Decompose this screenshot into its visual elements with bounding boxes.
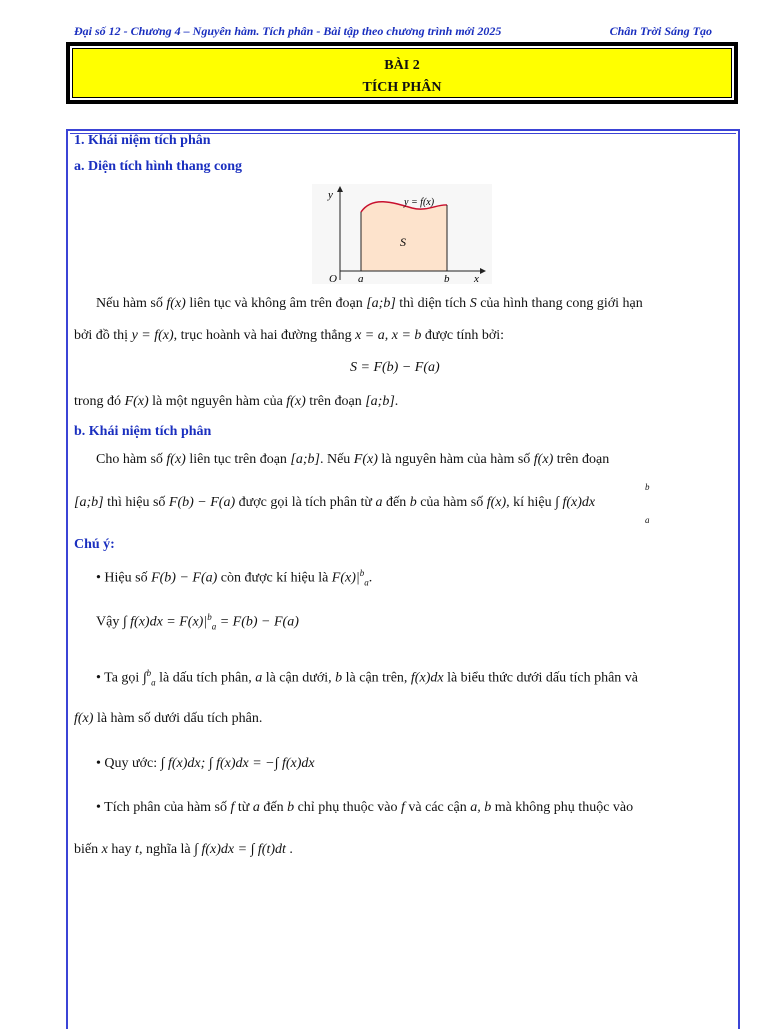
para-a1: Nếu hàm số f(x) liên tục và không âm trên đoạn [a;b] thì diện tích S của hình thang cong giới hạn — [96, 296, 643, 311]
page-header — [74, 24, 712, 42]
note-1: • Hiệu số F(b) − F(a) còn được kí hiệu là $F(x)|^b_a$. — [96, 568, 373, 588]
note-3: • Quy ước: ∫ f(x)dx; ∫ f(x)dx = −∫ f(x)dx — [96, 756, 315, 771]
note-2-cont: f(x) là hàm số dưới dấu tích phân. — [74, 711, 263, 726]
graph-area-label: S — [400, 235, 406, 249]
section-heading-b: b. Khái niệm tích phân — [74, 424, 212, 439]
lesson-number: BÀI 2 — [384, 58, 420, 73]
note-2: • Ta gọi ∫$^b_a$ là dấu tích phân, a là cận dưới, b là cận trên, f(x)dx là biểu thức dưới dấu tích phân và — [96, 668, 638, 688]
lesson-title: TÍCH PHÂN — [362, 80, 442, 95]
note-1-formula: Vậy ∫ $f(x)dx = F(x)|^b_a = F(b) - F(a)$ — [96, 612, 299, 632]
section-heading-1: 1. Khái niệm tích phân — [74, 133, 211, 148]
para-a2: bởi đồ thị y = f(x), trục hoành và hai đường thẳng x = a, x = b được tính bởi: — [74, 328, 505, 343]
note-4: • Tích phân của hàm số f từ a đến b chỉ phụ thuộc vào f và các cận a, b mà không phụ thuộc vào — [96, 800, 634, 815]
graph-origin-label: O — [329, 273, 337, 284]
area-graph — [312, 184, 492, 284]
header-left: Đại số 12 - Chương 4 – Nguyên hàm. Tích phân - Bài tập theo chương trình mới 2025 — [74, 24, 502, 38]
graph-b-label: b — [444, 273, 450, 284]
integral-lower-a: a — [645, 515, 650, 525]
graph-x-label: x — [474, 273, 479, 284]
formula-area: S = F(b) − F(a) — [350, 360, 440, 375]
integral-upper-b: b — [645, 482, 650, 492]
section-heading-a: a. Diện tích hình thang cong — [74, 159, 243, 174]
header-right: Chân Trời Sáng Tạo — [609, 24, 712, 38]
para-b1: Cho hàm số f(x) liên tục trên đoạn [a;b]. Nếu F(x) là nguyên hàm của hàm số f(x) trên đoạn — [96, 452, 610, 467]
graph-curve-label: y = f(x) — [404, 197, 435, 208]
title-box — [66, 42, 738, 104]
note-heading: Chú ý: — [74, 537, 115, 552]
para-b2: [a;b] thì hiệu số F(b) − F(a) được gọi là tích phân từ a đến b của hàm số f(x), kí hiệu ∫ f(x)dx — [74, 495, 596, 510]
note-4-cont: biến x hay t, nghĩa là ∫ f(x)dx = ∫ f(t)dt . — [74, 842, 293, 857]
graph-a-label: a — [358, 273, 364, 284]
graph-y-label: y — [328, 189, 333, 201]
para-a3: trong đó F(x) là một nguyên hàm của f(x) trên đoạn [a;b]. — [74, 394, 399, 409]
